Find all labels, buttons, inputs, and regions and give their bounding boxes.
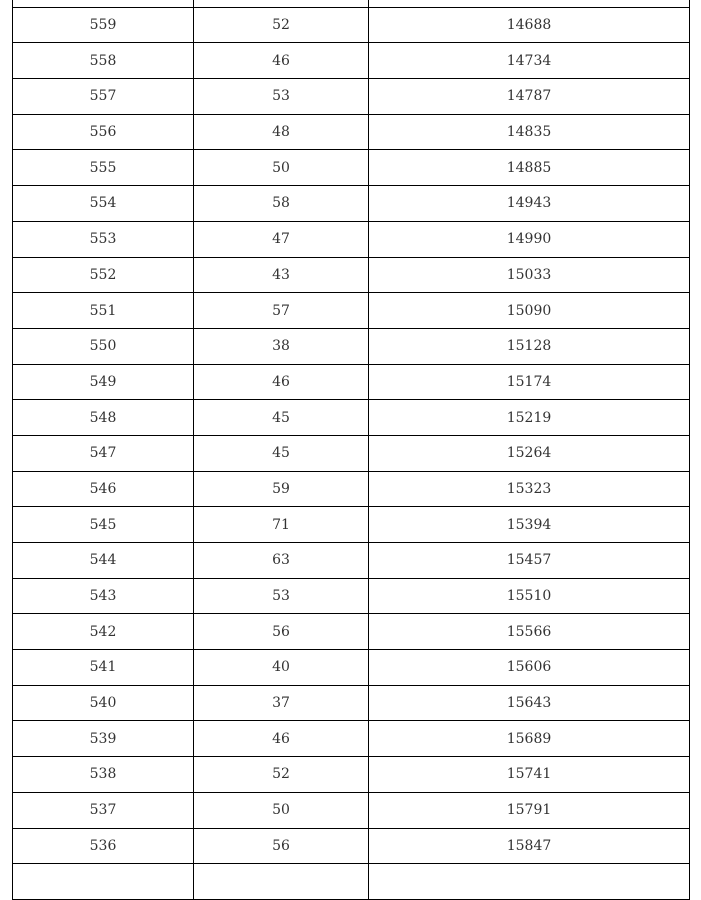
cumulative-cell: 15264 [369, 435, 690, 471]
score-cell: 556 [13, 114, 194, 150]
score-cell: 544 [13, 543, 194, 579]
cumulative-cell: 14943 [369, 186, 690, 222]
table-row [13, 364, 690, 400]
cumulative-cell: 15174 [369, 364, 690, 400]
cumulative-cell: 15219 [369, 400, 690, 436]
cumulative-cell [369, 864, 690, 900]
cumulative-cell: 15791 [369, 792, 690, 828]
count-cell: 40 [194, 650, 369, 686]
score-cell: 553 [13, 221, 194, 257]
table-row [13, 578, 690, 614]
table-row [13, 150, 690, 186]
cumulative-cell: 15128 [369, 328, 690, 364]
table-row [13, 792, 690, 828]
cumulative-cell: 15323 [369, 471, 690, 507]
count-cell: 71 [194, 507, 369, 543]
cumulative-cell: 14688 [369, 7, 690, 43]
cumulative-cell: 14734 [369, 43, 690, 79]
count-cell: 47 [194, 221, 369, 257]
count-cell: 52 [194, 7, 369, 43]
cumulative-cell: 14885 [369, 150, 690, 186]
score-cell: 549 [13, 364, 194, 400]
score-cell: 548 [13, 400, 194, 436]
cumulative-cell: 15457 [369, 543, 690, 579]
table-row [13, 186, 690, 222]
table-row [13, 293, 690, 329]
score-cell: 557 [13, 79, 194, 115]
table-row [13, 614, 690, 650]
cumulative-cell: 15689 [369, 721, 690, 757]
count-cell: 46 [194, 364, 369, 400]
table-row [13, 328, 690, 364]
score-cell: 537 [13, 792, 194, 828]
count-cell [194, 0, 369, 7]
table-row [13, 435, 690, 471]
score-cell: 545 [13, 507, 194, 543]
count-cell: 48 [194, 114, 369, 150]
table-row [13, 543, 690, 579]
score-cell: 539 [13, 721, 194, 757]
count-cell: 58 [194, 186, 369, 222]
count-cell: 46 [194, 721, 369, 757]
score-cell: 552 [13, 257, 194, 293]
count-cell: 45 [194, 400, 369, 436]
table-row [13, 471, 690, 507]
count-cell: 63 [194, 543, 369, 579]
table-row [13, 0, 690, 7]
score-cell [13, 864, 194, 900]
count-cell: 38 [194, 328, 369, 364]
count-cell: 46 [194, 43, 369, 79]
count-cell: 50 [194, 150, 369, 186]
cumulative-cell [369, 0, 690, 7]
cumulative-cell: 15566 [369, 614, 690, 650]
count-cell: 56 [194, 614, 369, 650]
score-cell: 550 [13, 328, 194, 364]
cumulative-cell: 15394 [369, 507, 690, 543]
score-cell: 536 [13, 828, 194, 864]
table-row [13, 685, 690, 721]
table-row [13, 757, 690, 793]
table-row [13, 7, 690, 43]
cumulative-cell: 15090 [369, 293, 690, 329]
count-cell [194, 864, 369, 900]
cumulative-cell: 15510 [369, 578, 690, 614]
score-cell: 547 [13, 435, 194, 471]
cumulative-cell: 14787 [369, 79, 690, 115]
cumulative-cell: 15643 [369, 685, 690, 721]
table-row [13, 864, 690, 900]
table-body [13, 0, 690, 899]
table-row [13, 221, 690, 257]
cumulative-cell: 15847 [369, 828, 690, 864]
count-cell: 37 [194, 685, 369, 721]
cumulative-cell: 15606 [369, 650, 690, 686]
table-row [13, 257, 690, 293]
count-cell: 43 [194, 257, 369, 293]
score-cell: 538 [13, 757, 194, 793]
score-cell: 542 [13, 614, 194, 650]
table-row [13, 400, 690, 436]
count-cell: 59 [194, 471, 369, 507]
score-cell: 543 [13, 578, 194, 614]
table-row [13, 114, 690, 150]
score-table-container [12, 0, 690, 900]
table-row [13, 721, 690, 757]
count-cell: 53 [194, 79, 369, 115]
score-cell: 559 [13, 7, 194, 43]
table-row [13, 650, 690, 686]
score-cell: 540 [13, 685, 194, 721]
score-cell: 546 [13, 471, 194, 507]
score-cell [13, 0, 194, 7]
count-cell: 45 [194, 435, 369, 471]
score-table [12, 0, 690, 900]
table-row [13, 79, 690, 115]
count-cell: 56 [194, 828, 369, 864]
count-cell: 50 [194, 792, 369, 828]
score-cell: 554 [13, 186, 194, 222]
table-row [13, 828, 690, 864]
table-row [13, 43, 690, 79]
score-cell: 555 [13, 150, 194, 186]
count-cell: 57 [194, 293, 369, 329]
score-cell: 558 [13, 43, 194, 79]
score-cell: 541 [13, 650, 194, 686]
count-cell: 52 [194, 757, 369, 793]
cumulative-cell: 14835 [369, 114, 690, 150]
score-cell: 551 [13, 293, 194, 329]
cumulative-cell: 15741 [369, 757, 690, 793]
count-cell: 53 [194, 578, 369, 614]
cumulative-cell: 15033 [369, 257, 690, 293]
cumulative-cell: 14990 [369, 221, 690, 257]
table-row [13, 507, 690, 543]
